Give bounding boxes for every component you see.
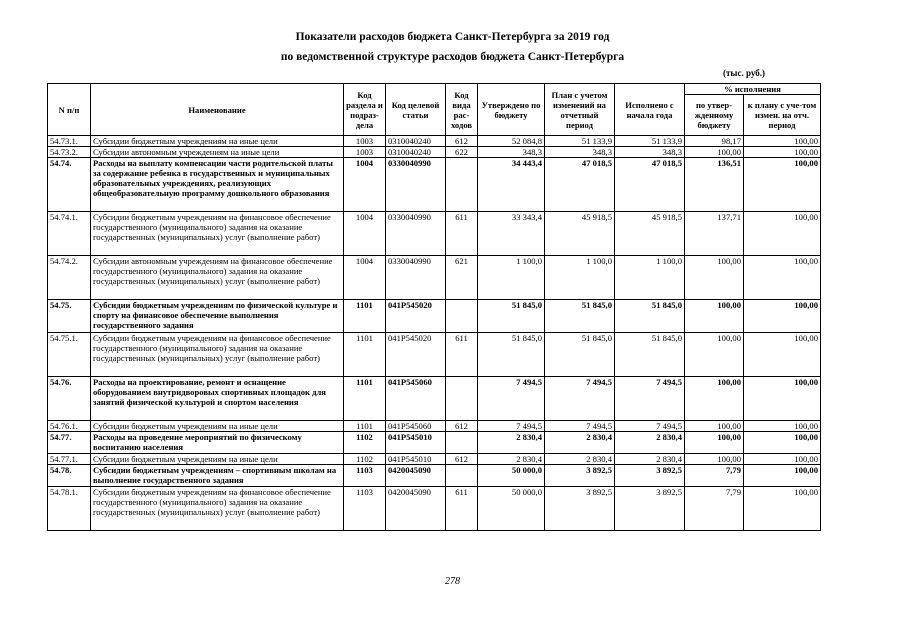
cell-executed: 3 892,5 (615, 487, 685, 531)
cell-target-article: 041P545060 (386, 377, 446, 421)
cell-pct-approved: 100,00 (685, 147, 744, 158)
cell-pct-plan: 100,00 (744, 421, 821, 432)
cell-target-article: 041P545010 (386, 454, 446, 465)
cell-name: Расходы на выплату компенсации части родительской платы за содержание ребенка в государственных и муниципальных образовательных учреждениях, реализующих общеобразовательную программу дошкольного образования (91, 158, 344, 212)
cell-plan: 2 830,4 (545, 432, 615, 454)
cell-num: 54.74.2. (48, 256, 91, 300)
cell-target-article: 0330040990 (386, 212, 446, 256)
cell-executed: 7 494,5 (615, 377, 685, 421)
units-label: (тыс. руб.) (723, 68, 765, 78)
cell-razdel: 1101 (344, 300, 386, 333)
cell-num: 54.77. (48, 432, 91, 454)
cell-num: 54.78. (48, 465, 91, 487)
col-header-razdel: Код раздела и подраз-дела (344, 84, 386, 136)
cell-target-article: 041P545020 (386, 300, 446, 333)
cell-num: 54.75.1. (48, 333, 91, 377)
cell-pct-approved: 100,00 (685, 432, 744, 454)
table-row (48, 465, 821, 487)
report-title: Показатели расходов бюджета Санкт-Петербурга за 2019 год (295, 31, 610, 43)
table-row (48, 454, 821, 465)
cell-plan: 3 892,5 (545, 465, 615, 487)
cell-name: Расходы на проектирование, ремонт и оснащение оборудованием внутридворовых спортивных площадок для занятий физической культурой и спортом населения (91, 377, 344, 421)
cell-expense-type: 612 (446, 421, 478, 432)
cell-num: 54.78.1. (48, 487, 91, 531)
cell-expense-type: 612 (446, 454, 478, 465)
cell-target-article: 0420045090 (386, 465, 446, 487)
cell-razdel: 1101 (344, 377, 386, 421)
cell-plan: 51 845,0 (545, 333, 615, 377)
cell-num: 54.76. (48, 377, 91, 421)
cell-expense-type (446, 432, 478, 454)
cell-expense-type: 621 (446, 256, 478, 300)
cell-razdel: 1103 (344, 465, 386, 487)
cell-executed: 7 494,5 (615, 421, 685, 432)
cell-razdel: 1004 (344, 158, 386, 212)
expenditure-table (47, 83, 821, 531)
cell-plan: 2 830,4 (545, 454, 615, 465)
cell-plan: 45 918,5 (545, 212, 615, 256)
col-header-pct-group: % исполнения (685, 84, 821, 95)
cell-approved: 2 830,4 (478, 454, 545, 465)
cell-name: Субсидии бюджетным учреждениям на финансовое обеспечение государственного (муниципального) задания на оказание государственных (муниципальных) услуг (выполнение работ) (91, 487, 344, 531)
cell-expense-type: 611 (446, 212, 478, 256)
cell-pct-approved: 100,00 (685, 421, 744, 432)
cell-pct-plan: 100,00 (744, 300, 821, 333)
cell-target-article: 041P545060 (386, 421, 446, 432)
cell-num: 54.75. (48, 300, 91, 333)
cell-target-article: 0330040990 (386, 256, 446, 300)
cell-approved: 33 343,4 (478, 212, 545, 256)
cell-plan: 47 018,5 (545, 158, 615, 212)
cell-num: 54.74.1. (48, 212, 91, 256)
cell-pct-plan: 100,00 (744, 256, 821, 300)
cell-approved: 51 845,0 (478, 300, 545, 333)
cell-num: 54.76.1. (48, 421, 91, 432)
cell-approved: 50 000,0 (478, 465, 545, 487)
cell-name: Расходы на проведение мероприятий по физическому воспитанию населения (91, 432, 344, 454)
report-subtitle: по ведомственной структуре расходов бюджета Санкт-Петербурга (280, 51, 625, 63)
cell-pct-approved: 100,00 (685, 300, 744, 333)
cell-name: Субсидии бюджетным учреждениям на финансовое обеспечение государственного (муниципального) задания на оказание государственных (муниципальных) услуг (выполнение работ) (91, 333, 344, 377)
cell-plan: 51 133,9 (545, 136, 615, 147)
cell-razdel: 1103 (344, 487, 386, 531)
col-header-expense-type: Код вида рас-ходов (446, 84, 478, 136)
cell-name: Субсидии бюджетным учреждениям – спортивным школам на выполнение государственного задания (91, 465, 344, 487)
cell-pct-approved: 100,00 (685, 256, 744, 300)
cell-plan: 1 100,0 (545, 256, 615, 300)
cell-executed: 51 133,9 (615, 136, 685, 147)
cell-expense-type: 611 (446, 333, 478, 377)
cell-pct-plan: 100,00 (744, 487, 821, 531)
cell-expense-type (446, 300, 478, 333)
table-row (48, 147, 821, 158)
cell-pct-approved: 98,17 (685, 136, 744, 147)
cell-executed: 51 845,0 (615, 333, 685, 377)
cell-plan: 7 494,5 (545, 377, 615, 421)
col-header-plan: План с учетом изменений на отчетный период (545, 84, 615, 136)
cell-pct-approved: 7,79 (685, 465, 744, 487)
cell-approved: 52 084,8 (478, 136, 545, 147)
table-body (48, 136, 821, 531)
cell-executed: 45 918,5 (615, 212, 685, 256)
cell-expense-type (446, 158, 478, 212)
cell-executed: 47 018,5 (615, 158, 685, 212)
cell-name: Субсидии автономным учреждениям на иные цели (91, 147, 344, 158)
cell-expense-type: 622 (446, 147, 478, 158)
cell-pct-approved: 136,51 (685, 158, 744, 212)
cell-name: Субсидии бюджетным учреждениям на иные цели (91, 136, 344, 147)
table-row (48, 256, 821, 300)
cell-pct-plan: 100,00 (744, 158, 821, 212)
col-header-pct-approved: по утвер-жденному бюджету (685, 95, 744, 136)
cell-target-article: 0330040990 (386, 158, 446, 212)
cell-pct-plan: 100,00 (744, 147, 821, 158)
col-header-pct-plan: к плану с уче-том измен. на отч. период (744, 95, 821, 136)
cell-pct-approved: 100,00 (685, 377, 744, 421)
cell-name: Субсидии автономным учреждениям на финансовое обеспечение государственного (муниципального) задания на оказание государственных (муниципальных) услуг (выполнение работ) (91, 256, 344, 300)
cell-approved: 34 443,4 (478, 158, 545, 212)
table-row (48, 212, 821, 256)
cell-pct-approved: 137,71 (685, 212, 744, 256)
cell-expense-type (446, 377, 478, 421)
cell-pct-plan: 100,00 (744, 212, 821, 256)
table-row (48, 487, 821, 531)
cell-executed: 51 845,0 (615, 300, 685, 333)
table-row (48, 432, 821, 454)
cell-approved: 51 845,0 (478, 333, 545, 377)
table-row (48, 333, 821, 377)
cell-num: 54.74. (48, 158, 91, 212)
cell-plan: 348,3 (545, 147, 615, 158)
cell-executed: 2 830,4 (615, 454, 685, 465)
cell-num: 54.73.2. (48, 147, 91, 158)
cell-pct-plan: 100,00 (744, 465, 821, 487)
cell-target-article: 041P545020 (386, 333, 446, 377)
cell-pct-plan: 100,00 (744, 333, 821, 377)
cell-approved: 348,3 (478, 147, 545, 158)
col-header-approved: Утверждено по бюджету (478, 84, 545, 136)
cell-pct-plan: 100,00 (744, 454, 821, 465)
cell-name: Субсидии бюджетным учреждениям на финансовое обеспечение государственного (муниципального) задания на оказание государственных (муниципальных) услуг (выполнение работ) (91, 212, 344, 256)
cell-razdel: 1101 (344, 421, 386, 432)
cell-pct-approved: 100,00 (685, 333, 744, 377)
cell-approved: 1 100,0 (478, 256, 545, 300)
cell-target-article: 0310040240 (386, 136, 446, 147)
cell-name: Субсидии бюджетным учреждениям на иные цели (91, 421, 344, 432)
cell-expense-type: 611 (446, 487, 478, 531)
col-header-name: Наименование (91, 84, 344, 136)
cell-razdel: 1102 (344, 432, 386, 454)
cell-pct-approved: 7,79 (685, 487, 744, 531)
table-row (48, 421, 821, 432)
cell-razdel: 1003 (344, 136, 386, 147)
cell-target-article: 041P545010 (386, 432, 446, 454)
col-header-executed: Исполнено с начала года (615, 84, 685, 136)
table-row (48, 377, 821, 421)
cell-expense-type (446, 465, 478, 487)
cell-executed: 348,3 (615, 147, 685, 158)
cell-pct-plan: 100,00 (744, 136, 821, 147)
cell-pct-approved: 100,00 (685, 454, 744, 465)
table-row (48, 158, 821, 212)
cell-razdel: 1003 (344, 147, 386, 158)
col-header-num: N п/п (48, 84, 91, 136)
cell-num: 54.77.1. (48, 454, 91, 465)
cell-approved: 7 494,5 (478, 377, 545, 421)
cell-name: Субсидии бюджетным учреждениям на иные цели (91, 454, 344, 465)
cell-plan: 51 845,0 (545, 300, 615, 333)
cell-name: Субсидии бюджетным учреждениям по физической культуре и спорту на финансовое обеспечение выполнения государственного задания (91, 300, 344, 333)
cell-approved: 2 830,4 (478, 432, 545, 454)
cell-expense-type: 612 (446, 136, 478, 147)
cell-executed: 3 892,5 (615, 465, 685, 487)
cell-razdel: 1102 (344, 454, 386, 465)
cell-pct-plan: 100,00 (744, 432, 821, 454)
cell-razdel: 1101 (344, 333, 386, 377)
table-row (48, 136, 821, 147)
cell-approved: 7 494,5 (478, 421, 545, 432)
cell-target-article: 0310040240 (386, 147, 446, 158)
cell-approved: 50 000,0 (478, 487, 545, 531)
cell-plan: 3 892,5 (545, 487, 615, 531)
page-number: 278 (445, 576, 460, 587)
cell-razdel: 1004 (344, 256, 386, 300)
cell-target-article: 0420045090 (386, 487, 446, 531)
cell-pct-plan: 100,00 (744, 377, 821, 421)
cell-razdel: 1004 (344, 212, 386, 256)
cell-plan: 7 494,5 (545, 421, 615, 432)
table-row (48, 300, 821, 333)
cell-executed: 1 100,0 (615, 256, 685, 300)
cell-num: 54.73.1. (48, 136, 91, 147)
col-header-target-article: Код целевой статьи (386, 84, 446, 136)
cell-executed: 2 830,4 (615, 432, 685, 454)
